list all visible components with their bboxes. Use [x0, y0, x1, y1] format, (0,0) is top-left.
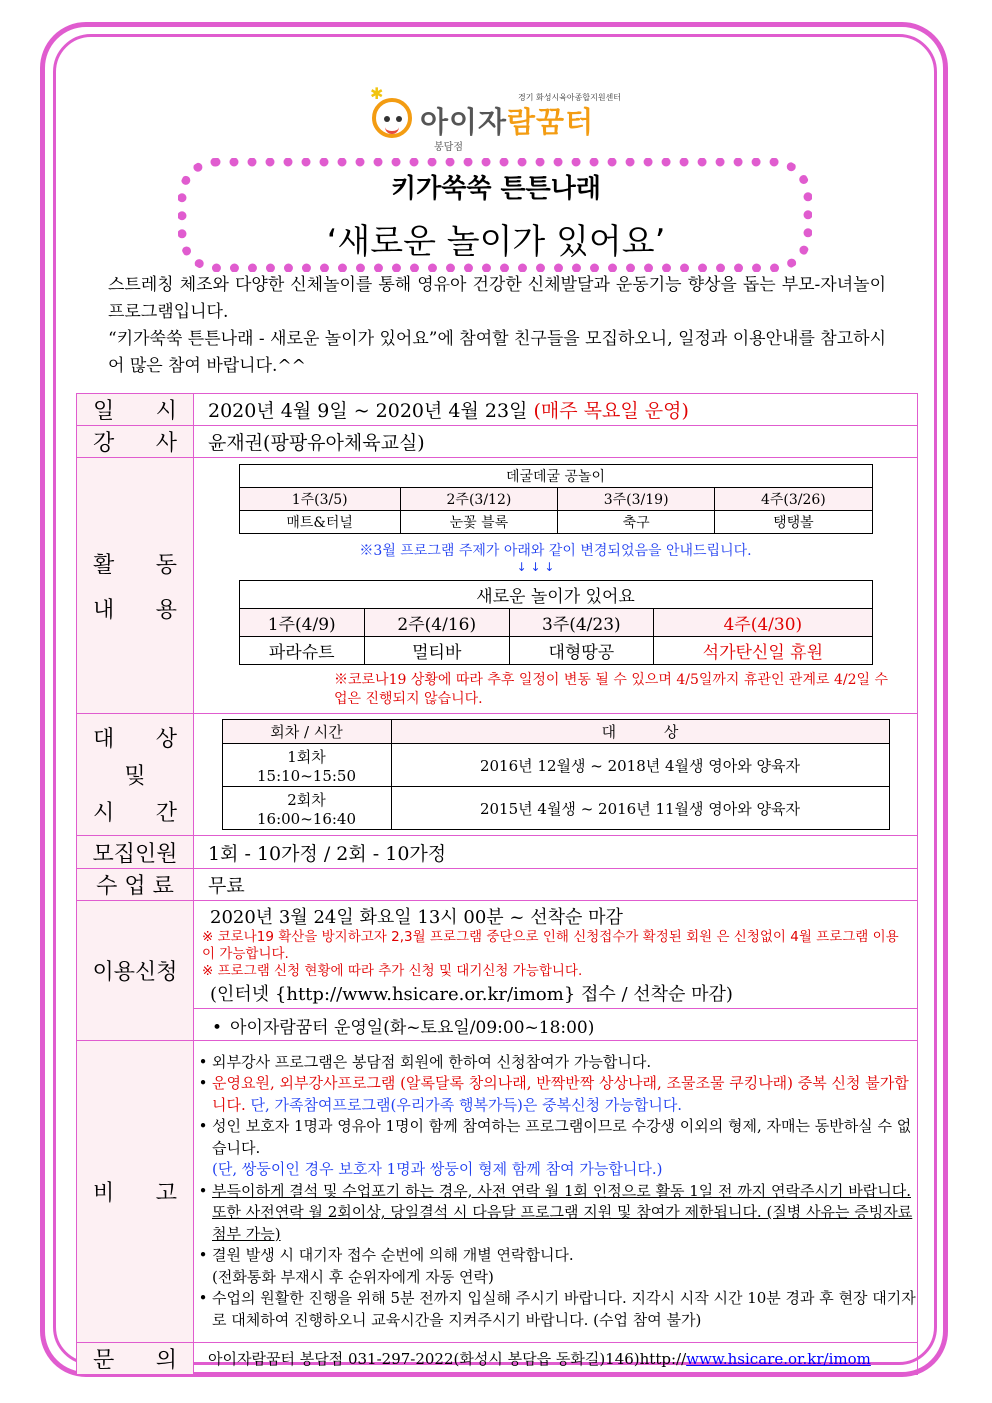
- bullet-icon: •: [198, 1181, 208, 1200]
- target-header: 대 상: [391, 720, 889, 744]
- row-instructor: [77, 426, 918, 458]
- new-program-table: [239, 580, 873, 665]
- value-apply: [194, 901, 918, 1041]
- old-week: 2주(3/12): [400, 488, 557, 511]
- row-contact: [77, 1343, 918, 1375]
- page-subtitle: 키가쑥쑥 튼튼나래: [391, 174, 601, 204]
- session-time: 15:10~15:50: [256, 766, 357, 785]
- target-cell: 2016년 12월생 ~ 2018년 4월생 영아와 양육자: [391, 744, 889, 787]
- label-char: 및: [124, 764, 146, 789]
- old-program-table: [239, 464, 873, 534]
- row-schedule: [77, 394, 918, 426]
- label-char: 시: [155, 399, 177, 424]
- remark-item: [194, 1245, 917, 1288]
- label-char: 고: [155, 1181, 177, 1206]
- bullet-icon: •: [198, 1074, 208, 1093]
- session-table: [222, 719, 890, 830]
- remark-item: [194, 1073, 917, 1116]
- session-time: 16:00~16:40: [256, 809, 357, 828]
- new-week: 2주(4/16): [364, 609, 509, 637]
- bullet-icon: •: [198, 1052, 208, 1071]
- row-fee: [77, 869, 918, 901]
- value-instructor: 윤재권(팡팡유아체육교실): [194, 426, 918, 458]
- bullet-icon: •: [198, 1246, 208, 1265]
- new-topic: 석가탄신일 휴원: [654, 637, 872, 665]
- label-char: 활: [93, 552, 115, 578]
- label-char: 비: [93, 1181, 115, 1206]
- remark-text: 외부강사 프로그램은 봉담점 회원에 한하여 신청참여가 가능합니다.: [212, 1052, 652, 1071]
- remark-blue: 단, 가족참여프로그램(우리가족 행복가득)은 중복신청 가능합니다.: [250, 1095, 683, 1114]
- logo-org: 경기 화성시육아종합지원센터: [518, 93, 622, 102]
- label-char: 의: [155, 1348, 177, 1373]
- remark-blue: (단, 쌍둥이인 경우 보호자 1명과 쌍둥이 형제 함께 참여 가능합니다.): [212, 1160, 663, 1179]
- new-week: 3주(4/23): [509, 609, 654, 637]
- intro-paragraph-2: “키가쑥쑥 튼튼나래 - 새로운 놀이가 있어요”에 참여할 친구들을 모집하오니, 일정과 이용안내를 참고하시어 많은 참여 바랍니다.^^: [108, 329, 886, 376]
- label-remarks: [77, 1041, 194, 1343]
- label-char: 사: [155, 431, 177, 456]
- old-week: 3주(3/19): [558, 488, 715, 511]
- contact-text: 아이자람꿈터 봉담점 031-297-2022(화성시 봉담읍 동화길)146)http://: [208, 1350, 687, 1368]
- value-capacity: 1회 - 10가정 / 2회 - 10가정: [194, 836, 918, 869]
- logo: [368, 84, 638, 154]
- new-topic: 멀티바: [364, 637, 509, 665]
- logo-name-1: 아이자: [420, 105, 508, 139]
- label-instructor: [77, 426, 194, 458]
- old-topic: 축구: [558, 511, 715, 534]
- remark-text: [212, 1116, 917, 1181]
- logo-text: [420, 100, 594, 141]
- star-icon: ✱: [370, 84, 384, 103]
- row-activity: [77, 458, 918, 714]
- hours-text: 아이자람꿈터 운영일(화~토요일/09:00~18:00): [230, 1018, 595, 1038]
- covid-note: ※코로나19 상황에 따라 추후 일정이 변동 될 수 있으며 4/5일까지 휴관인 관계로 4/2일 수업은 진행되지 않습니다.: [334, 672, 888, 707]
- remark-text: 수업의 원활한 진행을 위해 5분 전까지 입실해 주시기 바랍니다. 지각시 시작 시간 10분 경과 후 현장 대기자로 대체하여 진행하오니 교육시간을 지켜주시기 바랍니다. (수업 참여 불가): [212, 1289, 916, 1329]
- session-cell: [222, 744, 391, 787]
- bullet-icon: •: [212, 1018, 223, 1038]
- old-week: 1주(3/5): [239, 488, 400, 511]
- apply-online: (인터넷 {http://www.hsicare.or.kr/imom} 접수 / 선착순 마감): [210, 984, 733, 1005]
- new-program-title: 새로운 놀이가 있어요: [239, 581, 872, 609]
- old-week: 4주(3/26): [715, 488, 872, 511]
- old-program-title: 데굴데굴 공놀이: [239, 465, 872, 488]
- new-week: 4주(4/30): [654, 609, 872, 637]
- label-contact: [77, 1343, 194, 1375]
- page-title: ‘새로운 놀이가 있어요’: [326, 222, 666, 262]
- remark-item: [194, 1116, 917, 1181]
- session-name: 2회차: [287, 790, 326, 809]
- arrow-down-icon: ↓ ↓ ↓: [516, 560, 555, 574]
- label-char: 문: [93, 1348, 115, 1373]
- schedule-dates: 2020년 4월 9일 ~ 2020년 4월 23일: [208, 400, 528, 422]
- value-contact: [194, 1343, 918, 1375]
- logo-branch: 봉담점: [434, 142, 463, 153]
- session-cell: [222, 787, 391, 830]
- apply-hours: [194, 1008, 917, 1038]
- label-capacity: 모집인원: [77, 836, 194, 869]
- value-target: [194, 714, 918, 836]
- label-schedule: [77, 394, 194, 426]
- label-char: 상: [155, 727, 177, 752]
- remark-text: 부득이하게 결석 및 수업포기 하는 경우, 사전 연락 월 1회 인정으로 활동 1일 전 까지 연락주시기 바랍니다. 또한 사전연락 월 2회이상, 당일결석 시 다음달 프로그램 지원 및 참여가 제한됩니다. (질병 사유는 증빙자료 첨부 가능): [212, 1181, 913, 1243]
- label-fee: 수 업 료: [77, 869, 194, 901]
- label-target: [77, 714, 194, 836]
- label-char: 시: [93, 801, 115, 826]
- target-cell: 2015년 4월생 ~ 2016년 11월생 영아와 양육자: [391, 787, 889, 830]
- apply-note-1: ※ 코로나19 확산을 방지하고자 2,3월 프로그램 중단으로 인해 신청접수가 확정된 회원 은 신청없이 4월 프로그램 이용이 가능합니다.: [202, 929, 899, 962]
- remark-text: [212, 1245, 917, 1288]
- contact-link[interactable]: www.hsicare.or.kr/imom: [686, 1350, 871, 1368]
- new-topic: 대형땅공: [509, 637, 654, 665]
- change-note: ※3월 프로그램 주제가 아래와 같이 변경되었음을 안내드립니다.: [359, 543, 752, 559]
- row-apply: [77, 901, 918, 1041]
- label-char: 동: [155, 552, 177, 578]
- label-char: 강: [93, 431, 115, 456]
- label-char: 대: [93, 727, 115, 752]
- label-apply: 이용신청: [77, 901, 194, 1041]
- label-char: 내: [93, 597, 115, 623]
- intro-text: [108, 272, 886, 380]
- remark-sub: (전화통화 부재시 후 순위자에게 자동 연락): [212, 1267, 494, 1286]
- child-face-icon: [372, 98, 412, 138]
- row-capacity: [77, 836, 918, 869]
- old-topic: 탱탱볼: [715, 511, 872, 534]
- remark-red: 운영요원, 외부강사프로그램 (알록달록 창의나래, 반짝반짝 상상나래, 조물조물 쿠킹나래) 중복 신청 불가합니다.: [212, 1074, 909, 1114]
- value-fee: 무료: [194, 869, 918, 901]
- row-remarks: [77, 1041, 918, 1343]
- bullet-icon: •: [198, 1289, 208, 1308]
- remark-item: [194, 1181, 917, 1246]
- label-char: 간: [155, 801, 177, 826]
- info-table: [76, 393, 918, 1375]
- old-topic: 눈꽃 블록: [400, 511, 557, 534]
- apply-note-2: ※ 프로그램 신청 현황에 따라 추가 신청 및 대기신청 가능합니다.: [202, 963, 583, 979]
- remark-text: [212, 1073, 917, 1116]
- value-schedule: [194, 394, 918, 426]
- value-activity: [194, 458, 918, 714]
- remark-item: [194, 1052, 917, 1074]
- row-target: [77, 714, 918, 836]
- session-header: 회차 / 시간: [222, 720, 391, 744]
- new-topic: 파라슈트: [239, 637, 364, 665]
- apply-period: 2020년 3월 24일 화요일 13시 00분 ~ 선착순 마감: [210, 907, 623, 928]
- label-char: 일: [93, 399, 115, 424]
- schedule-weekday: (매주 목요일 운영): [533, 400, 689, 422]
- remark-item: [194, 1288, 917, 1331]
- remark-main: 성인 보호자 1명과 영유아 1명이 함께 참여하는 프로그램이므로 수강생 이외의 형제, 자매는 동반하실 수 없습니다.: [212, 1117, 912, 1157]
- value-remarks: [194, 1041, 918, 1343]
- bullet-icon: •: [198, 1117, 208, 1136]
- new-week: 1주(4/9): [239, 609, 364, 637]
- remark-main: 결원 발생 시 대기자 접수 순번에 의해 개별 연락합니다.: [212, 1246, 574, 1265]
- old-topic: 매트&터널: [239, 511, 400, 534]
- intro-paragraph-1: 스트레칭 체조와 다양한 신체놀이를 통해 영유아 건강한 신체발달과 운동기능 향상을 돕는 부모-자녀놀이프로그램입니다.: [108, 275, 886, 322]
- session-name: 1회차: [287, 747, 326, 766]
- label-activity: [77, 458, 194, 714]
- label-char: 용: [155, 597, 177, 623]
- logo-name-2: 람꿈터: [507, 105, 595, 139]
